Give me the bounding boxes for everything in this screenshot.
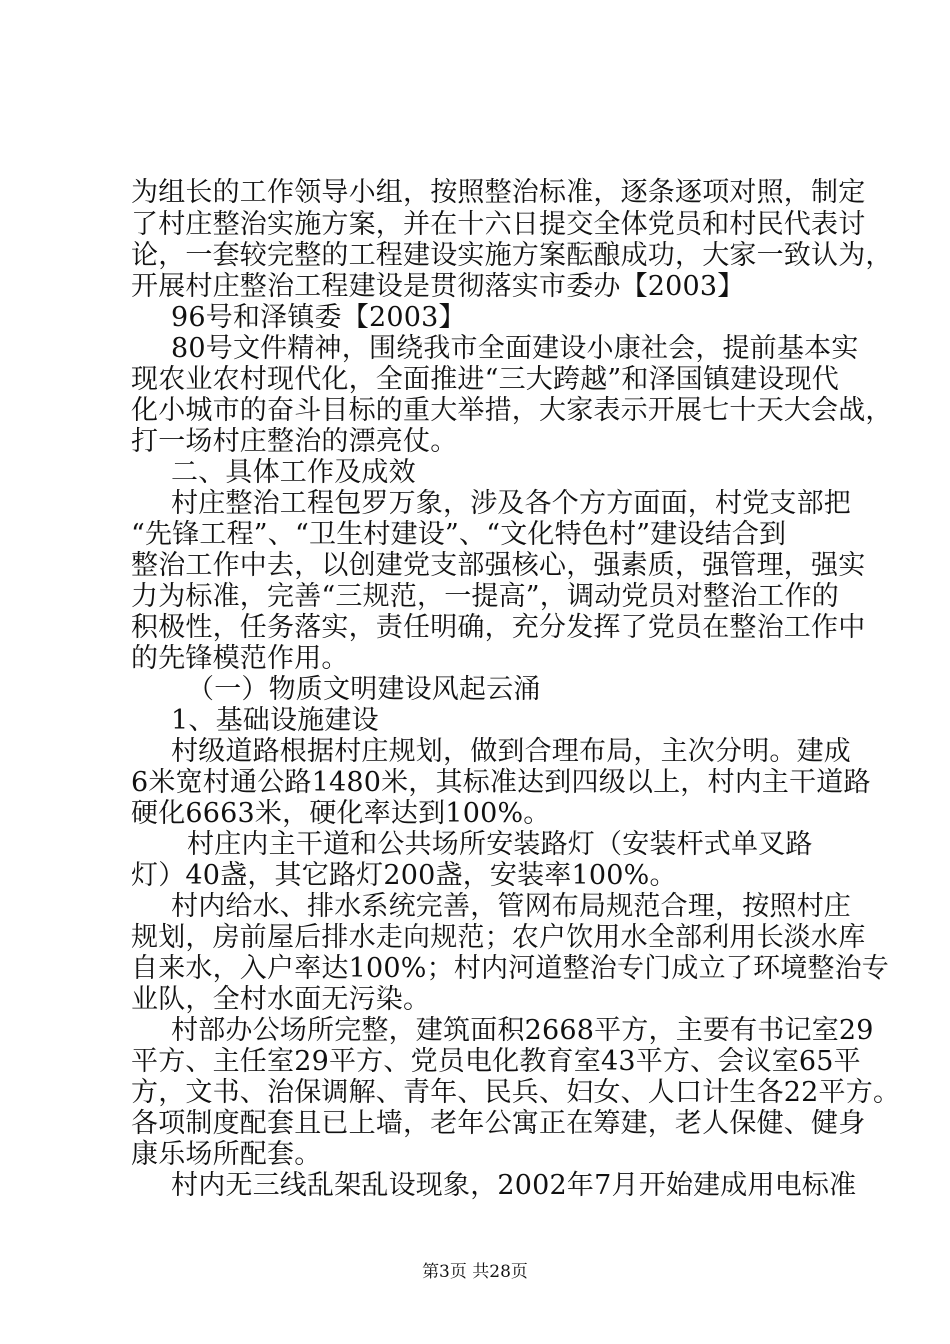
text-line: 6米宽村通公路1480米，其标准达到四级以上，村内主干道路 xyxy=(131,767,871,798)
text-line: 村庄内主干道和公共场所安装路灯（安装杆式单叉路 xyxy=(187,829,813,860)
text-line: 各项制度配套且已上墙，老年公寓正在筹建，老人保健、健身 xyxy=(131,1108,866,1139)
text-line: 整治工作中去，以创建党支部强核心，强素质，强管理，强实 xyxy=(131,550,866,581)
section-heading: 二、具体工作及成效 xyxy=(171,457,416,488)
text-line: 村庄整治工程包罗万象，涉及各个方方面面，村党支部把 xyxy=(171,488,851,519)
text-line: 村内给水、排水系统完善，管网布局规范合理，按照村庄 xyxy=(171,891,851,922)
text-line: 康乐场所配套。 xyxy=(131,1139,322,1170)
text-line: 96号和泽镇委【2003】 xyxy=(171,302,466,333)
text-line: 力为标准，完善“三规范，一提高”，调动党员对整治工作的 xyxy=(131,581,840,612)
subsection-heading: （一）物质文明建设风起云涌 xyxy=(187,674,541,705)
text-line: 论，一套较完整的工程建设实施方案酝酿成功，大家一致认为， xyxy=(131,240,893,271)
text-line: 自来水，入户率达100%；村内河道整治专门成立了环境整治专 xyxy=(131,953,889,984)
text-line: 灯）40盏，其它路灯200盏，安装率100%。 xyxy=(131,860,677,891)
subsection-heading: 1、基础设施建设 xyxy=(171,705,379,736)
page-footer: 第3页 共28页 xyxy=(422,1262,528,1282)
text-line: 硬化6663米，硬化率达到100%。 xyxy=(131,798,551,829)
text-line: 规划，房前屋后排水走向规范；农户饮用水全部利用长淡水库 xyxy=(131,922,866,953)
text-line: 平方、主任室29平方、党员电化教育室43平方、会议室65平 xyxy=(131,1046,861,1077)
text-line: 打一场村庄整治的漂亮仗。 xyxy=(131,426,458,457)
text-line: 的先锋模范作用。 xyxy=(131,643,349,674)
text-line: 化小城市的奋斗目标的重大举措，大家表示开展七十天大会战， xyxy=(131,395,893,426)
text-line: 为组长的工作领导小组，按照整治标准，逐条逐项对照，制定 xyxy=(131,177,866,208)
text-line: 80号文件精神，围绕我市全面建设小康社会，提前基本实 xyxy=(171,333,859,364)
text-line: “先锋工程”、“卫生村建设”、“文化特色村”建设结合到 xyxy=(131,519,787,550)
text-line: 积极性，任务落实，责任明确，充分发挥了党员在整治工作中 xyxy=(131,612,866,643)
text-line: 开展村庄整治工程建设是贯彻落实市委办【2003】 xyxy=(131,271,745,302)
text-line: 村级道路根据村庄规划，做到合理布局，主次分明。建成 xyxy=(171,736,851,767)
text-line: 村内无三线乱架乱设现象，2002年7月开始建成用电标准 xyxy=(171,1170,857,1201)
text-line: 业队，全村水面无污染。 xyxy=(131,984,431,1015)
text-line: 现农业农村现代化，全面推进“三大跨越”和泽国镇建设现代 xyxy=(131,364,840,395)
text-line: 方，文书、治保调解、青年、民兵、妇女、人口计生各22平方。 xyxy=(131,1077,901,1108)
text-line: 村部办公场所完整，建筑面积2668平方，主要有书记室29 xyxy=(171,1015,874,1046)
text-line: 了村庄整治实施方案，并在十六日提交全体党员和村民代表讨 xyxy=(131,209,866,240)
